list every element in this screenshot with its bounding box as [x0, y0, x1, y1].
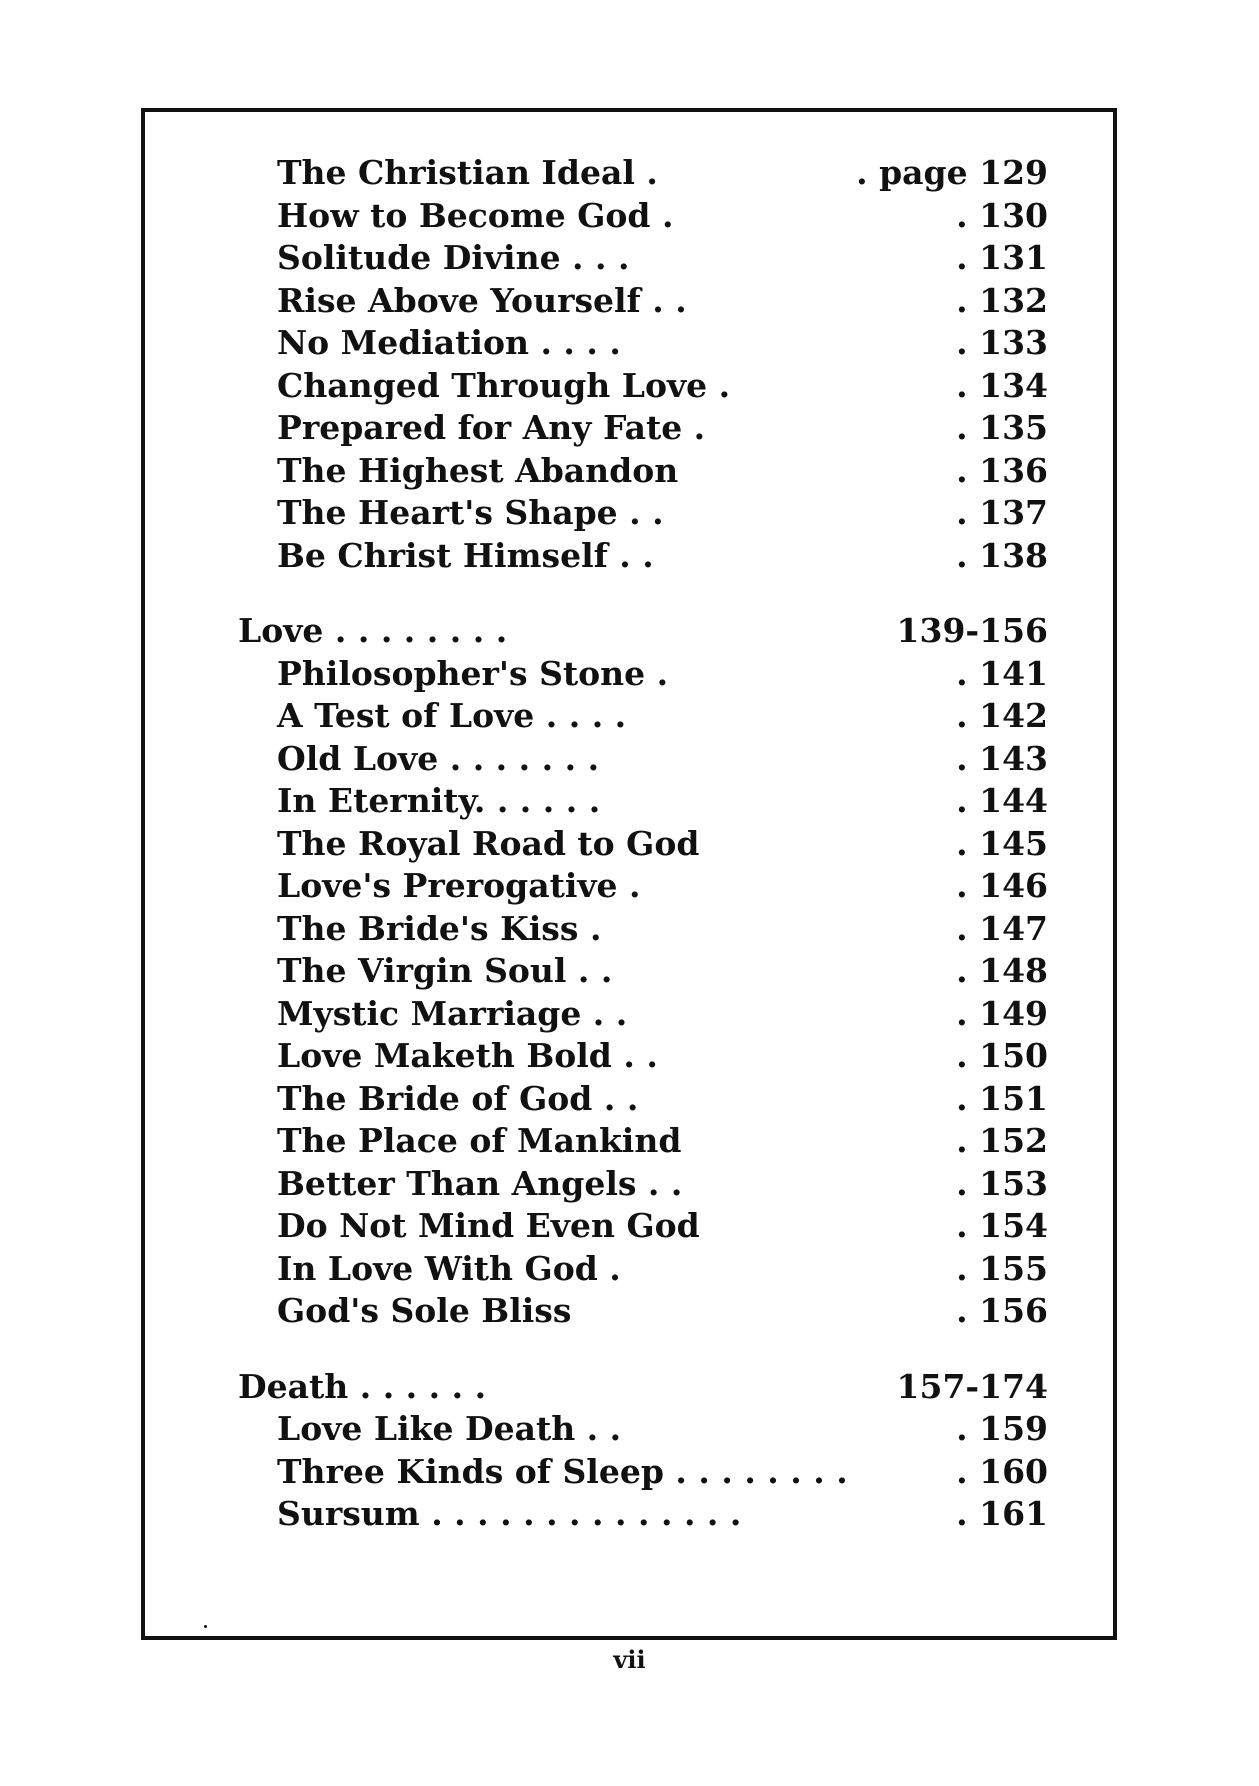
toc-entry-page: . 161	[956, 1494, 1048, 1533]
toc-entry	[145, 738, 1113, 781]
toc-entry	[145, 195, 1113, 238]
toc-entry-page: . 154	[956, 1206, 1048, 1245]
toc-entry-title: A Test of Love . . . .	[277, 696, 627, 735]
toc-entry-page: . 152	[956, 1121, 1048, 1160]
toc-entry-page: . 142	[956, 696, 1048, 735]
toc-entry-page: . 137	[956, 493, 1048, 532]
toc-entry	[145, 1408, 1113, 1451]
toc-section-heading	[145, 1366, 1113, 1409]
toc-entry	[145, 1248, 1113, 1291]
toc-entry-title: Changed Through Love .	[277, 365, 731, 405]
toc-entry-page: . 138	[956, 535, 1048, 575]
toc-entry	[145, 1493, 1113, 1536]
toc-entry	[145, 280, 1113, 323]
toc-entry	[145, 823, 1113, 866]
toc-entry-page: . 134	[956, 365, 1048, 405]
toc-entry-page: . 153	[956, 1163, 1048, 1203]
toc-entry-title: Three Kinds of Sleep . . . . . . . .	[277, 1451, 848, 1491]
toc-entry	[145, 1451, 1113, 1494]
toc-entry-page: . 147	[956, 908, 1048, 948]
toc-entry-page: . 135	[956, 408, 1048, 447]
toc-entry-title: The Place of Mankind	[277, 1121, 682, 1160]
toc-entry	[145, 450, 1113, 493]
toc-entry	[145, 365, 1113, 408]
toc-entry	[145, 908, 1113, 951]
toc-entry	[145, 695, 1113, 738]
toc-entry-page: . 148	[956, 951, 1048, 990]
toc-entry-title: The Bride of God . .	[277, 1078, 639, 1118]
toc-entry-page: . 145	[956, 823, 1048, 863]
toc-entry-title: Do Not Mind Even God	[277, 1206, 700, 1245]
toc-frame	[141, 108, 1117, 1640]
toc-entry-title: Mystic Marriage . .	[277, 993, 628, 1033]
toc-entry-title: Old Love . . . . . . .	[277, 738, 600, 778]
toc-entry	[145, 322, 1113, 365]
toc-entry	[145, 1163, 1113, 1206]
toc-entry	[145, 1120, 1113, 1163]
toc-entry-page: . 136	[956, 450, 1048, 490]
toc-entry-title: In Eternity. . . . . .	[277, 781, 601, 820]
toc-section-title: Love . . . . . . . .	[238, 611, 508, 650]
toc-entry	[145, 407, 1113, 450]
toc-entry-title: Rise Above Yourself . .	[277, 280, 687, 320]
toc-entry-title: Solitude Divine . . .	[277, 238, 630, 277]
toc-entry-page: . 133	[956, 323, 1048, 362]
toc-entry-page: . 159	[956, 1409, 1048, 1448]
toc-entry-page: . 146	[956, 866, 1048, 905]
toc-entry-title: In Love With God .	[277, 1248, 621, 1288]
toc-entry-title: Love's Prerogative .	[277, 866, 641, 905]
toc-entry-page: . 141	[956, 653, 1048, 693]
toc-entry-page: . 131	[956, 238, 1048, 277]
page-number: vii	[613, 1645, 646, 1674]
toc-entry	[145, 653, 1113, 696]
toc-entry-title: The Highest Abandon	[277, 450, 679, 490]
toc-entry-page: . 156	[956, 1291, 1048, 1330]
table-of-contents	[145, 152, 1113, 1536]
toc-entry	[145, 1035, 1113, 1078]
toc-entry-page: . 132	[956, 280, 1048, 320]
toc-entry-title: Philosopher's Stone .	[277, 653, 669, 693]
toc-entry-page: . 143	[956, 738, 1048, 778]
toc-entry-page: . 155	[956, 1248, 1048, 1288]
section-spacer	[145, 1333, 1113, 1366]
toc-entry	[145, 1205, 1113, 1248]
toc-entry-page: . page 129	[856, 153, 1048, 192]
toc-entry	[145, 950, 1113, 993]
toc-entry-title: No Mediation . . . .	[277, 323, 621, 362]
toc-entry	[145, 535, 1113, 578]
toc-entry	[145, 152, 1113, 195]
toc-entry	[145, 993, 1113, 1036]
toc-entry	[145, 1078, 1113, 1121]
toc-section-pages: 157-174	[896, 1366, 1048, 1406]
toc-entry	[145, 237, 1113, 280]
toc-entry-title: How to Become God .	[277, 195, 674, 235]
toc-entry-title: The Christian Ideal .	[277, 153, 658, 192]
toc-entry-title: God's Sole Bliss	[277, 1291, 572, 1330]
toc-entry-title: The Virgin Soul . .	[277, 951, 613, 990]
toc-entry-page: . 144	[956, 781, 1048, 820]
toc-entry-title: Love Maketh Bold . .	[277, 1036, 658, 1075]
section-spacer	[145, 577, 1113, 610]
toc-entry-page: . 160	[956, 1451, 1048, 1491]
toc-entry-page: . 151	[956, 1078, 1048, 1118]
toc-section-heading	[145, 610, 1113, 653]
toc-section-pages: 139-156	[896, 611, 1048, 650]
print-speck	[204, 1625, 207, 1628]
toc-entry	[145, 1290, 1113, 1333]
toc-entry-title: Be Christ Himself . .	[277, 535, 654, 575]
toc-entry-title: The Royal Road to God	[277, 823, 700, 863]
toc-entry	[145, 780, 1113, 823]
toc-entry-page: . 130	[956, 195, 1048, 235]
toc-entry	[145, 865, 1113, 908]
toc-section-title: Death . . . . . .	[238, 1366, 487, 1406]
toc-entry-page: . 149	[956, 993, 1048, 1033]
toc-entry-title: Love Like Death . .	[277, 1409, 622, 1448]
toc-entry-title: Sursum . . . . . . . . . . . . . .	[277, 1494, 742, 1533]
toc-entry-page: . 150	[956, 1036, 1048, 1075]
toc-entry-title: The Bride's Kiss .	[277, 908, 602, 948]
toc-entry-title: Prepared for Any Fate .	[277, 408, 706, 447]
toc-entry-title: The Heart's Shape . .	[277, 493, 664, 532]
toc-entry	[145, 492, 1113, 535]
toc-entry-title: Better Than Angels . .	[277, 1163, 683, 1203]
